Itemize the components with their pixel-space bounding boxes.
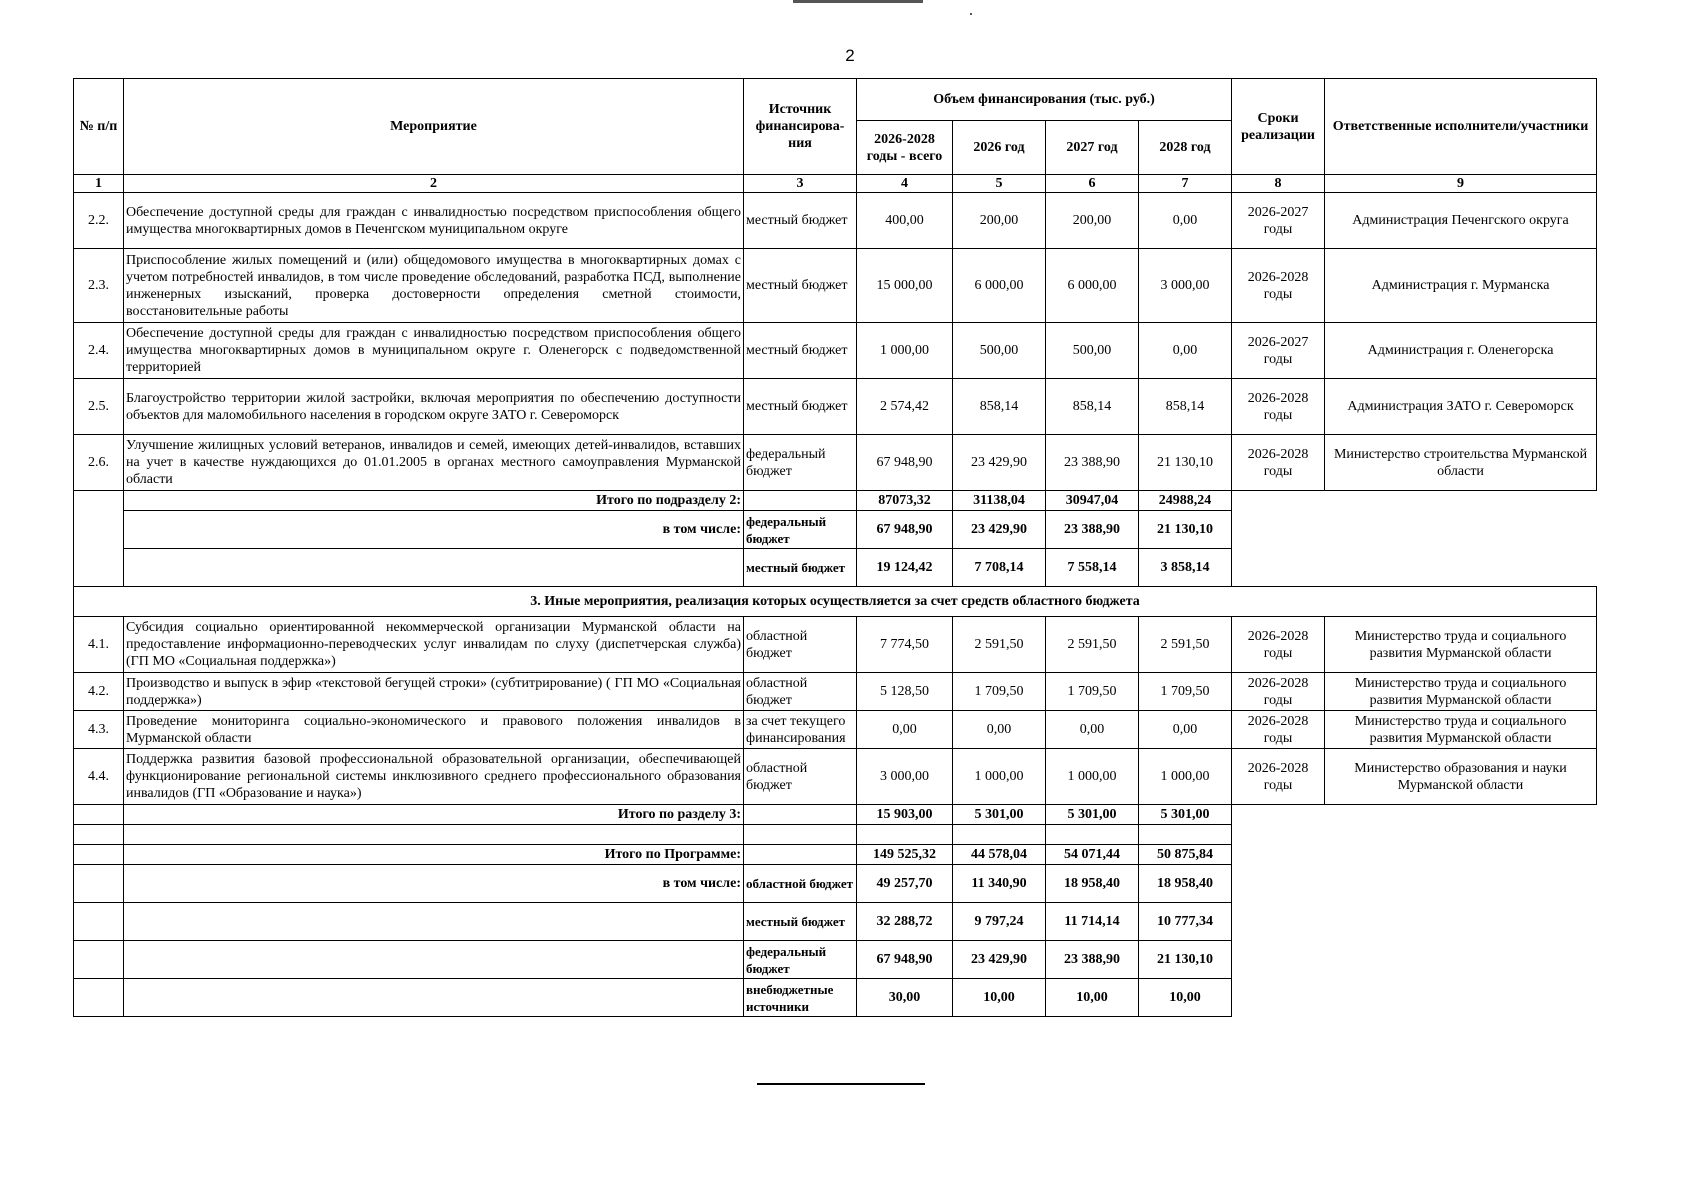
section-title-row (74, 587, 1597, 617)
row-responsible: Администрация Печенгского округа (1325, 193, 1597, 249)
row-responsible: Администрация ЗАТО г. Североморск (1325, 379, 1597, 435)
subtotal-2028: 24988,24 (1139, 491, 1232, 511)
col-index: 9 (1325, 175, 1597, 193)
row-responsible: Администрация г. Мурманска (1325, 249, 1597, 323)
row-num: 4.1. (74, 617, 124, 673)
program-part-2027: 11 714,14 (1046, 903, 1139, 941)
row-2028: 21 130,10 (1139, 435, 1232, 491)
table-row (74, 749, 1597, 805)
program-part-source: местный бюджет (744, 903, 857, 941)
program-part-2027: 18 958,40 (1046, 865, 1139, 903)
row-source: федеральный бюджет (744, 435, 857, 491)
row-event: Обеспечение доступной среды для граждан с инвалидностью посредством приспособления общего имущества многоквартирных домов в Печенгском муниципальном округе (124, 193, 744, 249)
row-source: местный бюджет (744, 249, 857, 323)
header-total: 2026-2028 годы - всего (857, 121, 953, 175)
row-2028: 1 709,50 (1139, 673, 1232, 711)
row-total: 400,00 (857, 193, 953, 249)
total-section-2026: 5 301,00 (953, 805, 1046, 825)
row-num: 2.2. (74, 193, 124, 249)
program-part-total: 32 288,72 (857, 903, 953, 941)
program-part-2026: 11 340,90 (953, 865, 1046, 903)
row-total: 3 000,00 (857, 749, 953, 805)
row-period: 2026-2028 годы (1232, 617, 1325, 673)
table-row (74, 435, 1597, 491)
program-part-2027: 23 388,90 (1046, 941, 1139, 979)
table-row (74, 323, 1597, 379)
total-section-2027: 5 301,00 (1046, 805, 1139, 825)
subtotal-part-2028: 3 858,14 (1139, 549, 1232, 587)
program-part-total: 49 257,70 (857, 865, 953, 903)
header-2027: 2027 год (1046, 121, 1139, 175)
table-row (74, 193, 1597, 249)
row-2027: 858,14 (1046, 379, 1139, 435)
subtotal-part-2027: 7 558,14 (1046, 549, 1139, 587)
row-total: 0,00 (857, 711, 953, 749)
row-2027: 500,00 (1046, 323, 1139, 379)
row-num: 4.3. (74, 711, 124, 749)
col-index: 7 (1139, 175, 1232, 193)
row-responsible: Министерство образования и науки Мурманской области (1325, 749, 1597, 805)
col-index: 2 (124, 175, 744, 193)
row-2028: 2 591,50 (1139, 617, 1232, 673)
total-section-row (74, 805, 1597, 825)
program-incl-label: в том числе: (124, 865, 744, 903)
header-event: Мероприятие (124, 79, 744, 175)
table-row (74, 379, 1597, 435)
header-funding: Объем финансирования (тыс. руб.) (857, 79, 1232, 121)
subtotal-total: 87073,32 (857, 491, 953, 511)
row-event: Поддержка развития базовой профессиональной образовательной организации, обеспечивающей функционирование региональной системы инклюзивного среднего профессионального образования инвалидов (ГП «Образование и наука») (124, 749, 744, 805)
col-index: 4 (857, 175, 953, 193)
col-index: 5 (953, 175, 1046, 193)
row-2027: 6 000,00 (1046, 249, 1139, 323)
row-period: 2026-2028 годы (1232, 249, 1325, 323)
header-num: № п/п (74, 79, 124, 175)
subtotal-part-total: 67 948,90 (857, 511, 953, 549)
header-period: Сроки реализации (1232, 79, 1325, 175)
col-index: 1 (74, 175, 124, 193)
subtotal-part-2028: 21 130,10 (1139, 511, 1232, 549)
row-2028: 1 000,00 (1139, 749, 1232, 805)
subtotal-incl-label: в том числе: (124, 511, 744, 549)
row-event: Благоустройство территории жилой застройки, включая мероприятия по обеспечению доступности объектов для маломобильного населения в городском округе ЗАТО г. Североморск (124, 379, 744, 435)
row-total: 67 948,90 (857, 435, 953, 491)
row-2028: 0,00 (1139, 711, 1232, 749)
row-period: 2026-2028 годы (1232, 673, 1325, 711)
subtotal-label: Итого по подразделу 2: (124, 491, 744, 511)
program-part-source: внебюджетные источники (744, 979, 857, 1017)
program-part-2028: 21 130,10 (1139, 941, 1232, 979)
row-responsible: Министерство труда и социального развития Мурманской области (1325, 617, 1597, 673)
program-part-total: 67 948,90 (857, 941, 953, 979)
row-num: 4.4. (74, 749, 124, 805)
row-2026: 200,00 (953, 193, 1046, 249)
row-event: Субсидия социально ориентированной некоммерческой организации Мурманской области на предоставление информационно-переводческих услуг инвалидам по слуху (диспетчерская служба) (ГП МО «Социальная поддержка») (124, 617, 744, 673)
program-total-2026: 44 578,04 (953, 845, 1046, 865)
subtotal-2027: 30947,04 (1046, 491, 1139, 511)
subtotal-part-source: местный бюджет (744, 549, 857, 587)
row-total: 2 574,42 (857, 379, 953, 435)
row-2026: 500,00 (953, 323, 1046, 379)
row-2026: 23 429,90 (953, 435, 1046, 491)
row-2026: 6 000,00 (953, 249, 1046, 323)
row-total: 1 000,00 (857, 323, 953, 379)
row-2027: 1 000,00 (1046, 749, 1139, 805)
program-part-2028: 10 777,34 (1139, 903, 1232, 941)
program-part-2026: 10,00 (953, 979, 1046, 1017)
row-source: областной бюджет (744, 617, 857, 673)
row-source: областной бюджет (744, 673, 857, 711)
row-num: 2.6. (74, 435, 124, 491)
program-total-2027: 54 071,44 (1046, 845, 1139, 865)
subtotal-part-2027: 23 388,90 (1046, 511, 1139, 549)
subtotal-part-source: федеральный бюджет (744, 511, 857, 549)
row-period: 2026-2028 годы (1232, 435, 1325, 491)
row-source: за счет текущего финансирования (744, 711, 857, 749)
row-2028: 3 000,00 (1139, 249, 1232, 323)
row-total: 7 774,50 (857, 617, 953, 673)
row-num: 4.2. (74, 673, 124, 711)
col-index: 6 (1046, 175, 1139, 193)
funding-table (73, 78, 1597, 1017)
total-section-label: Итого по разделу 3: (124, 805, 744, 825)
row-period: 2026-2027 годы (1232, 323, 1325, 379)
table-row (74, 711, 1597, 749)
program-part-2026: 23 429,90 (953, 941, 1046, 979)
scan-dot (970, 13, 972, 15)
row-num: 2.3. (74, 249, 124, 323)
row-event: Обеспечение доступной среды для граждан с инвалидностью посредством приспособления общего имущества многоквартирных домов в муниципальном округе г. Оленегорск с подведомственной территорией (124, 323, 744, 379)
program-part-total: 30,00 (857, 979, 953, 1017)
row-2026: 858,14 (953, 379, 1046, 435)
row-responsible: Министерство труда и социального развития Мурманской области (1325, 711, 1597, 749)
total-section-2028: 5 301,00 (1139, 805, 1232, 825)
row-2026: 1 709,50 (953, 673, 1046, 711)
program-total-label: Итого по Программе: (124, 845, 744, 865)
row-num: 2.5. (74, 379, 124, 435)
row-num: 2.4. (74, 323, 124, 379)
row-event: Приспособление жилых помещений и (или) общедомового имущества в многоквартирных домах с учетом потребностей инвалидов, в том числе проведение обследований, разработка ПСД, выполнение инженерных изысканий, проверка достоверности определения сметной стоимости, восстановительные работы (124, 249, 744, 323)
program-total-total: 149 525,32 (857, 845, 953, 865)
subtotal-row (74, 491, 1597, 511)
header-2028: 2028 год (1139, 121, 1232, 175)
header-2026: 2026 год (953, 121, 1046, 175)
program-part-2026: 9 797,24 (953, 903, 1046, 941)
col-index: 8 (1232, 175, 1325, 193)
row-2027: 1 709,50 (1046, 673, 1139, 711)
row-2028: 0,00 (1139, 323, 1232, 379)
row-2027: 2 591,50 (1046, 617, 1139, 673)
subtotal-part-2026: 23 429,90 (953, 511, 1046, 549)
row-responsible: Министерство строительства Мурманской области (1325, 435, 1597, 491)
table-row (74, 673, 1597, 711)
program-part-2028: 18 958,40 (1139, 865, 1232, 903)
footer-divider (757, 1083, 925, 1085)
row-total: 5 128,50 (857, 673, 953, 711)
col-index: 3 (744, 175, 857, 193)
row-responsible: Администрация г. Оленегорска (1325, 323, 1597, 379)
row-event: Производство и выпуск в эфир «текстовой бегущей строки» (субтитрирование) ( ГП МО «Социальная поддержка») (124, 673, 744, 711)
program-part-source: областной бюджет (744, 865, 857, 903)
row-source: местный бюджет (744, 323, 857, 379)
row-source: областной бюджет (744, 749, 857, 805)
table-row (74, 617, 1597, 673)
header-source: Источник финансирова-ния (744, 79, 857, 175)
table-row (74, 249, 1597, 323)
row-2027: 23 388,90 (1046, 435, 1139, 491)
total-section-total: 15 903,00 (857, 805, 953, 825)
program-total-2028: 50 875,84 (1139, 845, 1232, 865)
row-responsible: Министерство труда и социального развития Мурманской области (1325, 673, 1597, 711)
row-source: местный бюджет (744, 379, 857, 435)
program-part-2027: 10,00 (1046, 979, 1139, 1017)
subtotal-2026: 31138,04 (953, 491, 1046, 511)
section-3-title: 3. Иные мероприятия, реализация которых осуществляется за счет средств областного бюджета (74, 587, 1597, 617)
row-source: местный бюджет (744, 193, 857, 249)
column-index-row (74, 175, 1597, 193)
scan-top-mark (793, 0, 923, 3)
row-period: 2026-2028 годы (1232, 711, 1325, 749)
row-2028: 858,14 (1139, 379, 1232, 435)
program-part-source: федеральный бюджет (744, 941, 857, 979)
program-part-2028: 10,00 (1139, 979, 1232, 1017)
header-resp: Ответственные исполнители/участники (1325, 79, 1597, 175)
row-2028: 0,00 (1139, 193, 1232, 249)
row-total: 15 000,00 (857, 249, 953, 323)
subtotal-part-2026: 7 708,14 (953, 549, 1046, 587)
row-event: Проведение мониторинга социально-экономического и правового положения инвалидов в Мурманской области (124, 711, 744, 749)
row-period: 2026-2028 годы (1232, 379, 1325, 435)
subtotal-part-total: 19 124,42 (857, 549, 953, 587)
row-2026: 2 591,50 (953, 617, 1046, 673)
row-2027: 200,00 (1046, 193, 1139, 249)
row-2026: 0,00 (953, 711, 1046, 749)
page-number: 2 (845, 46, 855, 65)
row-2027: 0,00 (1046, 711, 1139, 749)
row-period: 2026-2028 годы (1232, 749, 1325, 805)
row-2026: 1 000,00 (953, 749, 1046, 805)
row-event: Улучшение жилищных условий ветеранов, инвалидов и семей, имеющих детей-инвалидов, вставших на учет в качестве нуждающихся до 01.01.2005 в органах местного самоуправления Мурманской области (124, 435, 744, 491)
row-period: 2026-2027 годы (1232, 193, 1325, 249)
